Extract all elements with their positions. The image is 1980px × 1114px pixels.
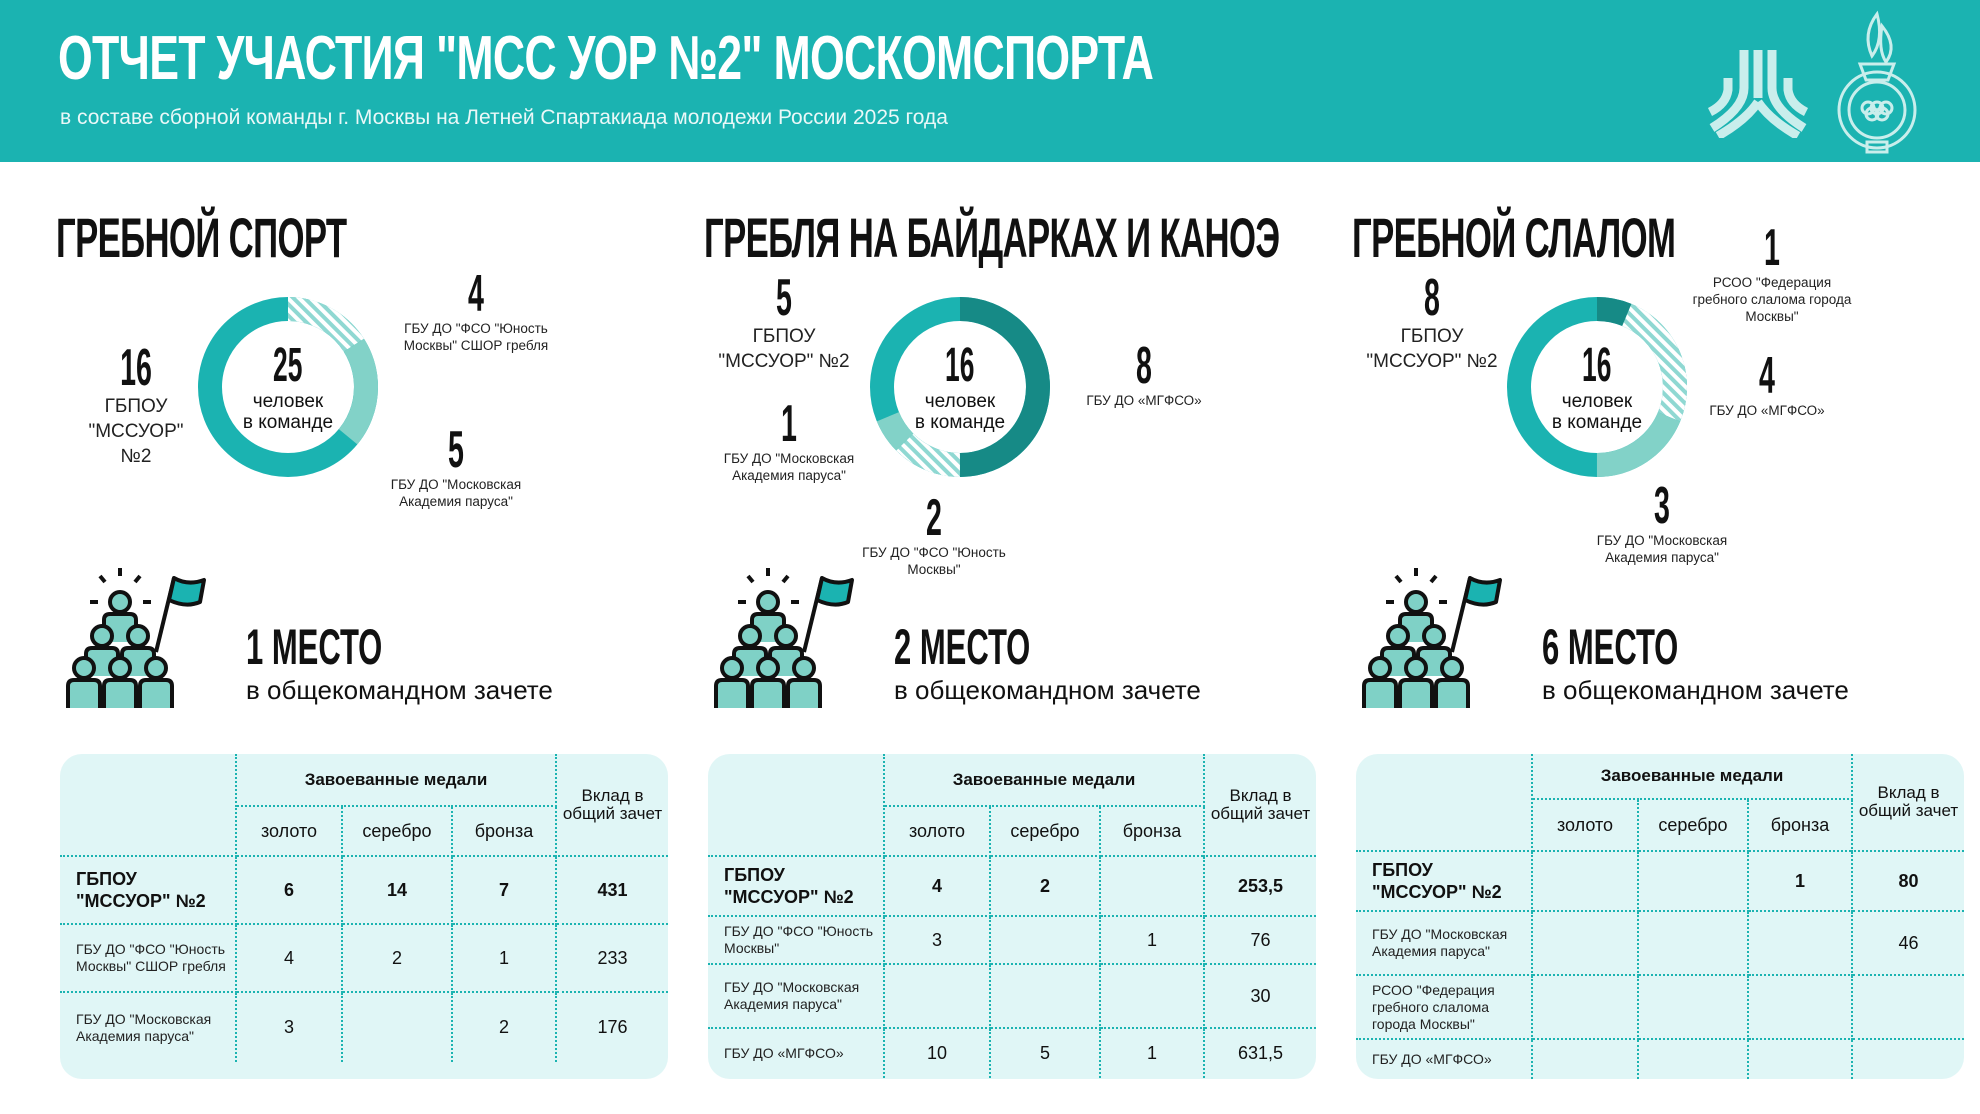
callout-value: 8 (1136, 337, 1152, 395)
col-bronze: бронза (1748, 799, 1852, 851)
contrib-value: 233 (556, 924, 668, 992)
callout-label: ГБУ ДО "Московская Академия паруса" (723, 451, 855, 483)
place-caption: в общекомандном зачете (1542, 675, 1849, 705)
org-name: РСОО "Федерация гребного слалома города Москвы" (1356, 975, 1532, 1039)
callout-value: 4 (468, 265, 484, 323)
medals-header: Завоеванные медали (884, 754, 1204, 806)
gold-count: 4 (236, 924, 342, 992)
callout-akademia (704, 395, 874, 484)
table-row (1356, 1039, 1964, 1079)
org-name: ГБУ ДО "Московская Академия паруса" (1356, 911, 1532, 975)
callout-label: РСОО "Федерация гребного слалома города Москвы" (1692, 275, 1852, 324)
org-name: ГБУ ДО «МГФСО» (708, 1028, 884, 1078)
place-block (704, 562, 1324, 712)
callout-label: ГБПОУ "МССУОР" №2 (1366, 326, 1498, 372)
callout-value: 8 (1424, 269, 1440, 327)
bronze-count (1748, 975, 1852, 1039)
gold-count (1532, 851, 1638, 911)
contrib-header: Вклад в общий зачет (556, 754, 668, 856)
place-rank: 6 МЕСТО (1542, 619, 1679, 675)
bronze-count: 2 (452, 992, 556, 1062)
contrib-header: Вклад в общий зачет (1852, 754, 1964, 851)
silver-count: 5 (990, 1028, 1100, 1078)
moskomsport-logo-icon (1706, 28, 1810, 138)
table-row (1356, 911, 1964, 975)
bronze-count: 1 (1748, 851, 1852, 911)
sport-title: ГРЕБНОЙ СЛАЛОМ (1352, 206, 1676, 269)
silver-count (1638, 1039, 1748, 1079)
contrib-value (1852, 1039, 1964, 1079)
logos (1706, 10, 1920, 156)
table-row (60, 924, 668, 992)
callout-mssuor (704, 269, 864, 374)
col-gold: золото (236, 806, 342, 856)
donut-chart (1507, 297, 1687, 477)
org-name: ГБПОУ "МССУОР" №2 (60, 856, 236, 924)
page-title: ОТЧЕТ УЧАСТИЯ "МСС УОР №2" МОСКОМСПОРТА (58, 24, 1154, 93)
callout-akademia (1572, 477, 1752, 566)
contrib-value: 80 (1852, 851, 1964, 911)
bronze-count: 1 (1100, 916, 1204, 964)
podium-team-flag-icon (1356, 562, 1506, 712)
donut-chart (198, 297, 378, 477)
org-name: ГБУ ДО "Московская Академия паруса" (60, 992, 236, 1062)
panel-rowing (56, 162, 696, 1114)
donut-sub-2: в команде (914, 412, 1006, 433)
bronze-count (1748, 911, 1852, 975)
col-gold: золото (1532, 799, 1638, 851)
table-row (708, 916, 1316, 964)
callout-value: 1 (1764, 219, 1780, 277)
callout-mgfso (1697, 347, 1837, 419)
contrib-value: 46 (1852, 911, 1964, 975)
medals-table (1356, 754, 1964, 1079)
place-caption: в общекомандном зачете (894, 675, 1201, 705)
sport-school-emblem-icon (1834, 10, 1920, 156)
callout-value: 1 (781, 395, 797, 453)
donut-center (870, 297, 1050, 477)
callout-label: ГБУ ДО "Московская Академия паруса" (390, 477, 522, 509)
sport-title: ГРЕБНОЙ СПОРТ (56, 206, 347, 269)
org-name: ГБПОУ "МССУОР" №2 (708, 856, 884, 916)
medals-table (60, 754, 668, 1079)
bronze-count: 7 (452, 856, 556, 924)
gold-count (1532, 911, 1638, 975)
panel-slalom (1352, 162, 1980, 1114)
donut-center (1507, 297, 1687, 477)
table-corner (60, 754, 236, 856)
place-rank: 1 МЕСТО (246, 619, 383, 675)
contrib-header: Вклад в общий зачет (1204, 754, 1316, 856)
gold-count: 10 (884, 1028, 990, 1078)
org-name: ГБУ ДО "ФСО "Юность Москвы" СШОР гребля (60, 924, 236, 992)
medals-header: Завоеванные медали (1532, 754, 1852, 799)
callout-label: ГБУ ДО «МГФСО» (1086, 393, 1202, 408)
team-total: 16 (1582, 339, 1612, 392)
contrib-value: 253,5 (1204, 856, 1316, 916)
gold-count (1532, 1039, 1638, 1079)
callout-value: 5 (448, 421, 464, 479)
team-total: 25 (273, 339, 303, 392)
callout-value: 4 (1759, 347, 1775, 405)
callout-label: ГБПОУ "МССУОР" №2 (718, 326, 850, 372)
table-row (1356, 975, 1964, 1039)
donut-center (198, 297, 378, 477)
bronze-count (1748, 1039, 1852, 1079)
callout-mssuor (1352, 269, 1512, 374)
bronze-count (1100, 856, 1204, 916)
callout-label: ГБУ ДО "ФСО "Юность Москвы" (862, 545, 1006, 577)
donut-sub-2: в команде (1551, 412, 1643, 433)
panel-canoe (704, 162, 1344, 1114)
contrib-value: 631,5 (1204, 1028, 1316, 1078)
gold-count: 3 (884, 916, 990, 964)
contrib-value: 76 (1204, 916, 1316, 964)
donut-sub-1: человек (1561, 391, 1633, 412)
table-row (60, 856, 668, 924)
bronze-count: 1 (452, 924, 556, 992)
gold-count: 4 (884, 856, 990, 916)
gold-count: 3 (236, 992, 342, 1062)
place-block (56, 562, 676, 712)
org-name: ГБПОУ "МССУОР" №2 (1356, 851, 1532, 911)
place-caption: в общекомандном зачете (246, 675, 553, 705)
silver-count: 2 (342, 924, 452, 992)
team-total: 16 (945, 339, 975, 392)
donut-sub-1: человек (924, 391, 996, 412)
place-block (1352, 562, 1972, 712)
table-row (1356, 851, 1964, 911)
callout-label: ГБУ ДО «МГФСО» (1709, 403, 1825, 418)
silver-count (1638, 911, 1748, 975)
gold-count (1532, 975, 1638, 1039)
org-name: ГБУ ДО «МГФСО» (1356, 1039, 1532, 1079)
gold-count (884, 964, 990, 1028)
callout-yunost (386, 265, 566, 354)
col-silver: серебро (1638, 799, 1748, 851)
table-row (708, 964, 1316, 1028)
donut-sub-1: человек (252, 391, 324, 412)
org-name: ГБУ ДО "ФСО "Юность Москвы" (708, 916, 884, 964)
callout-value: 5 (776, 269, 792, 327)
medals-header: Завоеванные медали (236, 754, 556, 806)
table-corner (1356, 754, 1532, 851)
callout-value: 2 (926, 489, 942, 547)
contrib-value: 30 (1204, 964, 1316, 1028)
header-banner (0, 0, 1980, 162)
page-subtitle: в составе сборной команды г. Москвы на Летней Спартакиада молодежи России 2025 года (60, 106, 948, 129)
col-silver: серебро (342, 806, 452, 856)
org-name: ГБУ ДО "Московская Академия паруса" (708, 964, 884, 1028)
silver-count: 14 (342, 856, 452, 924)
silver-count: 2 (990, 856, 1100, 916)
silver-count (1638, 851, 1748, 911)
callout-label: ГБПОУ "МССУОР" №2 (88, 396, 184, 467)
gold-count: 6 (236, 856, 342, 924)
bronze-count (1100, 964, 1204, 1028)
table-corner (708, 754, 884, 856)
table-row (708, 1028, 1316, 1078)
table-row (60, 992, 668, 1062)
col-bronze: бронза (1100, 806, 1204, 856)
silver-count (342, 992, 452, 1062)
contrib-value: 431 (556, 856, 668, 924)
medals-table (708, 754, 1316, 1079)
callout-label: ГБУ ДО "Московская Академия паруса" (1596, 533, 1728, 565)
donut-sub-2: в команде (242, 412, 334, 433)
callout-value: 16 (120, 339, 152, 397)
col-bronze: бронза (452, 806, 556, 856)
callout-mgfso (1074, 337, 1214, 409)
callout-akademia (366, 421, 546, 510)
silver-count (1638, 975, 1748, 1039)
podium-team-flag-icon (60, 562, 210, 712)
contrib-value (1852, 975, 1964, 1039)
callout-federation (1692, 219, 1852, 325)
place-rank: 2 МЕСТО (894, 619, 1031, 675)
callout-value: 3 (1654, 477, 1670, 535)
callout-mssuor (76, 339, 196, 469)
table-row (708, 856, 1316, 916)
col-gold: золото (884, 806, 990, 856)
bronze-count: 1 (1100, 1028, 1204, 1078)
col-silver: серебро (990, 806, 1100, 856)
donut-chart (870, 297, 1050, 477)
callout-label: ГБУ ДО "ФСО "Юность Москвы" СШОР гребля (403, 321, 549, 353)
podium-team-flag-icon (708, 562, 858, 712)
sport-title: ГРЕБЛЯ НА БАЙДАРКАХ И КАНОЭ (704, 206, 1280, 269)
silver-count (990, 964, 1100, 1028)
contrib-value: 176 (556, 992, 668, 1062)
silver-count (990, 916, 1100, 964)
